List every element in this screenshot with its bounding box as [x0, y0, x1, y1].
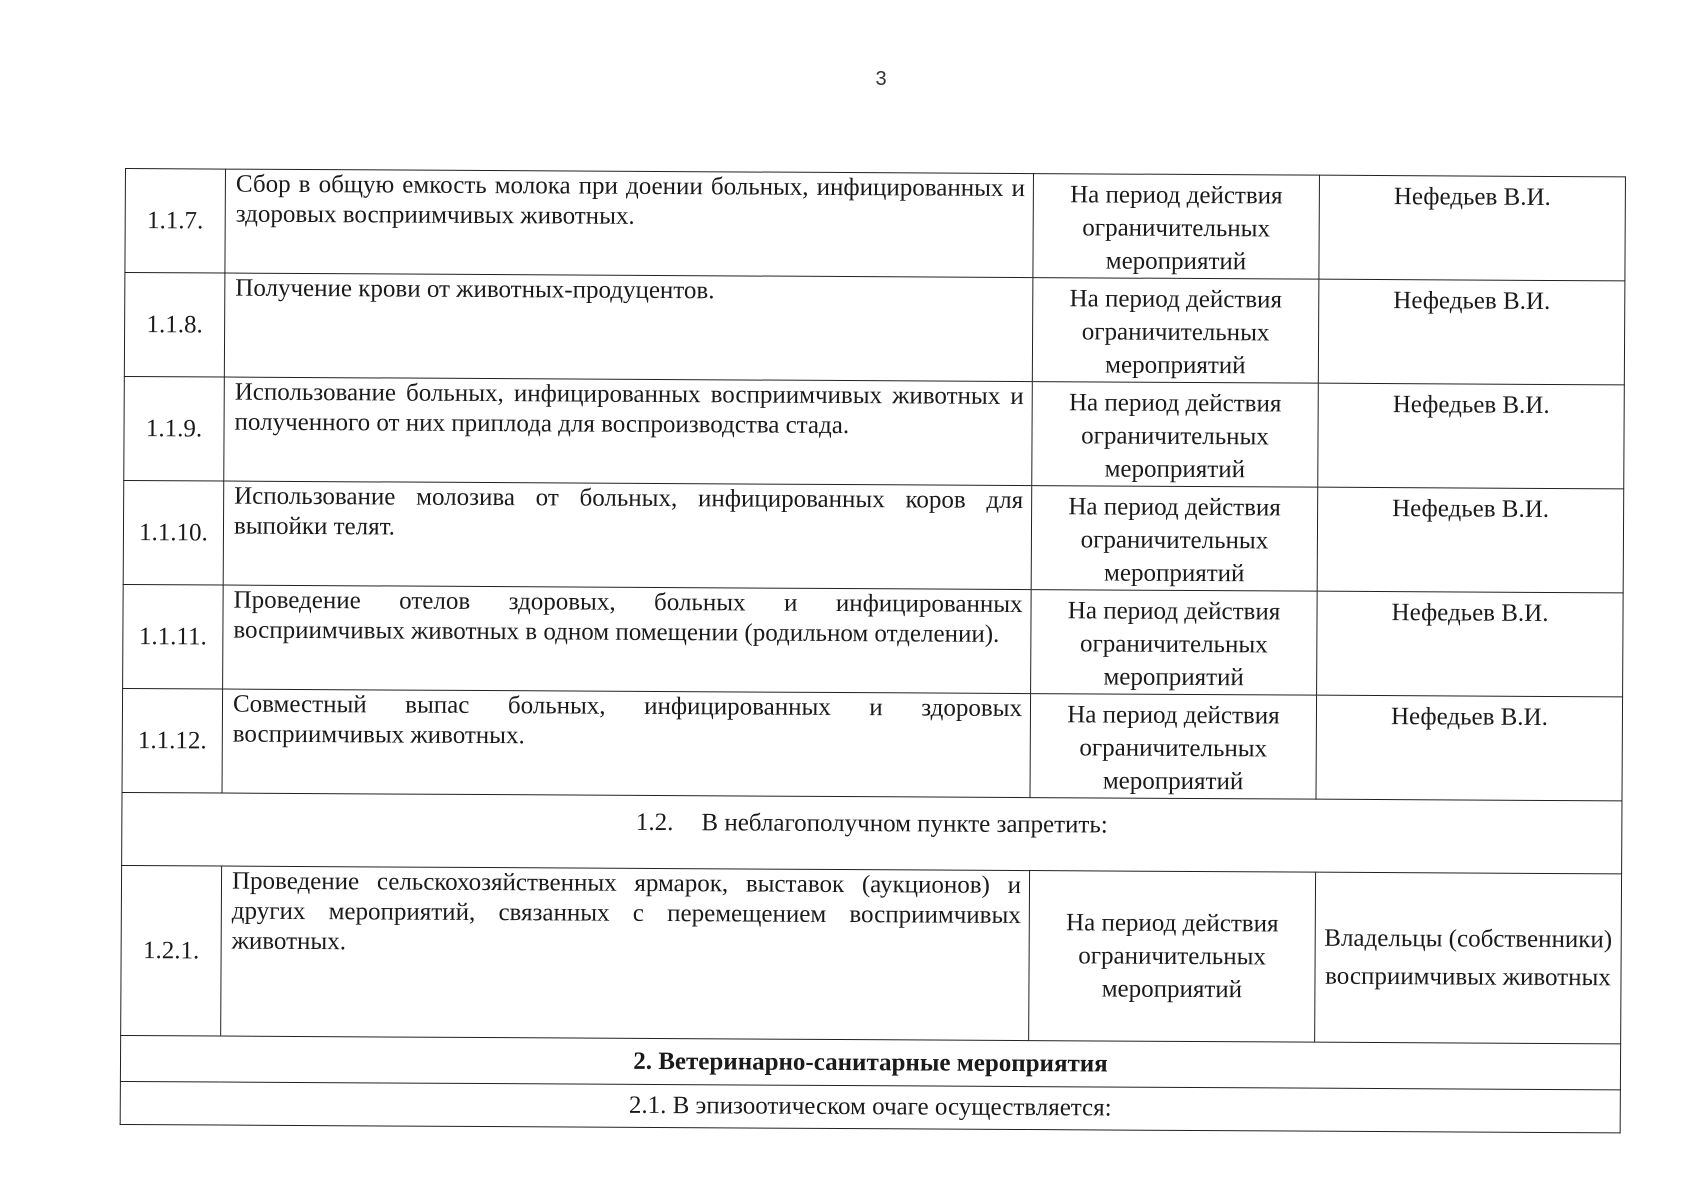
- table-row-1-1-8: [124, 273, 1625, 385]
- item-term: На период действия ограничительных мероприятий: [1030, 694, 1317, 800]
- item-responsible: Нефедьев В.И.: [1318, 279, 1625, 385]
- item-responsible: Нефедьев В.И.: [1319, 175, 1626, 281]
- item-responsible: Владельцы (собственники) восприимчивых животных: [1315, 872, 1622, 1044]
- item-term: На период действия ограничительных мероприятий: [1032, 278, 1319, 384]
- item-term: На период действия ограничительных мероприятий: [1033, 174, 1320, 280]
- table-row-1-1-11: [123, 584, 1624, 696]
- measures-table-sheet: [120, 168, 1625, 1133]
- item-number: 1.1.10.: [123, 480, 224, 585]
- section-heading-2: 2. Ветеринарно-санитарные мероприятия: [120, 1035, 1620, 1089]
- section-row-2-1: [120, 1081, 1620, 1132]
- item-responsible: Нефедьев В.И.: [1317, 487, 1624, 593]
- item-number: 1.1.11.: [123, 584, 224, 689]
- table-row-1-1-9: [124, 376, 1625, 488]
- table-row-1-1-12: [122, 688, 1623, 800]
- table-row-1-1-10: [123, 480, 1624, 592]
- item-responsible: Нефедьев В.И.: [1317, 591, 1624, 697]
- item-measure-text: Совместный выпас больных, инфицированных и здоровых восприимчивых животных.: [222, 689, 1031, 798]
- item-number: 1.1.9.: [124, 376, 225, 481]
- table-row-1-2-1: [121, 865, 1622, 1043]
- section-subheading-2-1: 2.1. В эпизоотическом очаге осуществляется:: [120, 1081, 1620, 1132]
- item-measure-text: Сбор в общую емкость молока при доении больных, инфицированных и здоровых восприимчивых животных.: [225, 169, 1034, 278]
- section-row-1-2: [122, 792, 1622, 873]
- section-heading-1-2: [122, 792, 1622, 873]
- item-term: На период действия ограничительных мероприятий: [1031, 486, 1318, 592]
- item-measure-text: Использование больных, инфицированных восприимчивых животных и полученного от них приплода для воспроизводства стада.: [224, 377, 1033, 486]
- table-row-1-1-7: [125, 169, 1626, 281]
- section-title: В неблагополучном пункте запретить:: [701, 809, 1108, 839]
- item-number: 1.2.1.: [121, 865, 222, 1036]
- section-row-2: [120, 1035, 1620, 1089]
- item-measure-text: Получение крови от животных-продуцентов.: [224, 273, 1033, 382]
- item-number: 1.1.7.: [125, 169, 226, 274]
- item-responsible: Нефедьев В.И.: [1316, 695, 1623, 801]
- item-number: 1.1.8.: [124, 273, 225, 378]
- item-measure-text: Проведение отелов здоровых, больных и инфицированных восприимчивых животных в одном помещении (родильном отделении).: [223, 585, 1032, 694]
- item-measure-text: Проведение сельскохозяйственных ярмарок, выставок (аукционов) и других мероприятий, связанных с перемещением восприимчивых животных.: [221, 866, 1030, 1041]
- item-number: 1.1.12.: [122, 688, 223, 793]
- section-number: 1.2.: [635, 808, 674, 837]
- item-responsible: Нефедьев В.И.: [1318, 383, 1625, 489]
- page-number: 3: [875, 68, 887, 90]
- item-term: На период действия ограничительных мероприятий: [1032, 382, 1319, 488]
- item-measure-text: Использование молозива от больных, инфицированных коров для выпойки телят.: [223, 481, 1032, 590]
- measures-table: [120, 168, 1626, 1133]
- item-term: На период действия ограничительных мероприятий: [1031, 590, 1318, 696]
- item-term: На период действия ограничительных мероприятий: [1029, 871, 1316, 1043]
